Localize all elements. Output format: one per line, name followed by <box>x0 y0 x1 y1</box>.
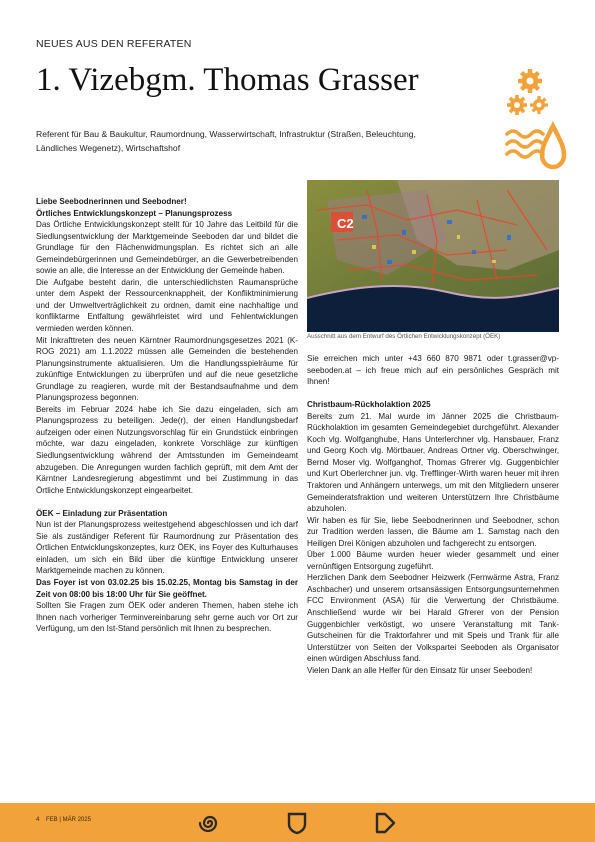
map-image <box>307 180 559 332</box>
heading-oek-presentation: ÖEK – Einladung zur Präsentation <box>36 508 168 518</box>
waves-icon <box>507 131 543 157</box>
decoration-icons <box>505 68 567 193</box>
drop-icon <box>542 126 564 167</box>
gear-icon <box>507 69 548 115</box>
page-number: 4 <box>36 817 40 823</box>
paragraph: Bereits zum 21. Mal wurde im Jänner 2025 die Christbaum-Rückholaktion im gesamten Gemeindegebiet durchgeführt. Alexander Koch vlg. Wolfganghube, Hans Unterlerchner vlg. Hansbauer, Franz und Georg Koch vlg. Mörtbauer, Andreas Ortner vlg. Oberschwinger, Bernd Moser vlg. Wolfganghof, Thomas Gfrerer vlg. Guggenbichler und Kurt Oberlerchner jun. vlg. Trefflinger-Wirth waren heuer mit ihren Traktoren und Anhängern unterwegs, um mit den Mitgliedern unserer Gemeinderatsfraktion und weiteren Unterstützern Ihre Christbäume abzuholen. <box>307 411 559 514</box>
play-outline-icon <box>372 810 398 836</box>
heading-oek-planning: Örtliches Entwicklungskonzept – Planungsprozess <box>36 208 233 218</box>
section-label: NEUES AUS DEN REFERATEN <box>36 38 192 50</box>
role-description: Referent für Bau & Baukultur, Raumordnung, Wasserwirtschaft, Infrastruktur (Straßen, Beleuchtung, Ländliches Wegenetz), Wirtschaftshof <box>36 129 416 153</box>
shield-outline-icon <box>284 810 310 836</box>
paragraph: Die Aufgabe besteht darin, die unterschiedlichsten Raumansprüche unter dem Aspekt der Ressourcenknappheit, der Konfliktminimierung und der Umweltverträglichkeit zu ordnen, damit eine nachhaltige und konfliktarme Entfaltung gewährleistet wird und Fehlentwicklungen vermieden werden können. <box>36 277 298 334</box>
map-caption: Ausschnitt aus dem Entwurf des Örtlichen Entwicklungskonzept (ÖEK) <box>307 333 501 340</box>
issue-date: FEB | MÄR 2025 <box>46 817 91 823</box>
left-column <box>36 196 298 635</box>
paragraph: Vielen Dank an alle Helfer für den Einsatz für unser Seeboden! <box>307 665 533 675</box>
contact-info: Sie erreichen mich unter +43 660 870 9871 oder t.grasser@vp-seeboden.at – ich freue mich auf ein persönliches Gespräch mit Ihnen! <box>307 354 559 387</box>
page-title: 1. Vizebgm. Thomas Grasser <box>36 62 419 98</box>
greeting: Liebe Seebodnerinnen und Seebodner! <box>36 197 187 206</box>
paragraph: Wir haben es für Sie, liebe Seebodnerinnen und Seebodner, schon zur Tradition werden lassen, die Bäume am 1. Samstag nach den Heiligen Drei Königen abzuholen und fachgerecht zu entsorgen. <box>307 515 559 548</box>
paragraph: Über 1.000 Bäume wurden heuer wieder gesammelt und einer vernünftigen Entsorgung zugeführt. <box>307 550 559 571</box>
opening-hours: Das Foyer ist von 03.02.25 bis 15.02.25, Montag bis Samstag in der Zeit von 08:00 bis 18:00 Uhr für Sie geöffnet. <box>36 578 298 599</box>
paragraph: Das Örtliche Entwicklungskonzept stellt für 10 Jahre das Leitbild für die Siedlungsentwicklung der Marktgemeinde Seeboden dar und bildet die Grundlage für den Flächenwidmungsplan. Es richtet sich an alle Gemeindebürgerinnen und Gemeindebürger, an die Gewerbetreibenden sowie an alle, die Interesse an der Entwicklung der Gemeinde haben. <box>36 220 298 276</box>
footer-page-info <box>36 817 91 823</box>
spiral-icon <box>197 810 223 836</box>
paragraph: Herzlichen Dank dem Seebodner Heizwerk (Fernwärme Astra, Franz Aschbacher) und unserem ortsansässigen Entsorgungsunternehmen FCC Environment (ASA) für die Verwertung der Christbäume. Anschließend wurde wir bei Harald Gfrerer von der Pension Guggenbichler verköstigt, wo unsere Veranstaltung mit Tank-Gutscheinen für die Traktorfahrer und mit Speis und Trank für alle Unterstützer von Seiten der Volkspartei Seeboden als Organisator einen würdigen Abschluss fand. <box>307 573 559 664</box>
map-label: C2 <box>337 216 354 231</box>
right-column <box>307 353 559 676</box>
heading-christmas-tree-collection: Christbaum-Rückholaktion 2025 <box>307 400 431 410</box>
paragraph: Mit Inkrafttreten des neuen Kärntner Raumordnungsgesetzes 2021 (K-ROG 2021) am 1.1.2022 müssen alle Gemeinden die bestehenden Planungsinstrumente aktualisieren. Um die Handlungsspielräume für zukünftige Entwicklungen zu überprüfen und auf die neue gesetzliche Grundlage zu reagieren, wurde mit der Bestandsaufnahme und dem Planungsprozess begonnen. <box>36 335 298 403</box>
paragraph: Sollten Sie Fragen zum ÖEK oder anderen Themen, haben stehe ich Ihnen nach vorheriger Terminvereinbarung sehr gerne auch vor Ort zur Verfügung, um den Ist-Stand persönlich mit Ihnen zu besprechen. <box>36 601 298 634</box>
paragraph: Nun ist der Planungsprozess weitestgehend abgeschlossen und ich darf Sie als zuständiger Referent für Raumordnung zur Präsentation des Örtlichen Entwicklungskonzeptes, kurz ÖEK, ins Foyer des Kulturhauses einladen, um sich ein Bild über die künftige Entwicklung unserer Marktgemeinde machen zu können. <box>36 520 298 576</box>
paragraph: Bereits im Februar 2024 habe ich Sie dazu eingeladen, sich am Planungsprozess zu beteiligen. Jede(r), der einen Handlungsbedarf aufzeigen oder einen Nutzungsvorschlag für ein Grundstück einbringen möchte, war dazu eingeladen, konkrete Vorschläge zur künftigen Siedlungsentwicklung während der Amtsstunden im Gemeindeamt abzugeben. Die Anregungen wurden fachlich geprüft, mit dem Amt der Kärntner Landesregierung abgestimmt und bei Zustimmung in das Örtliche Entwicklungskonzept eingearbeitet. <box>36 404 298 495</box>
